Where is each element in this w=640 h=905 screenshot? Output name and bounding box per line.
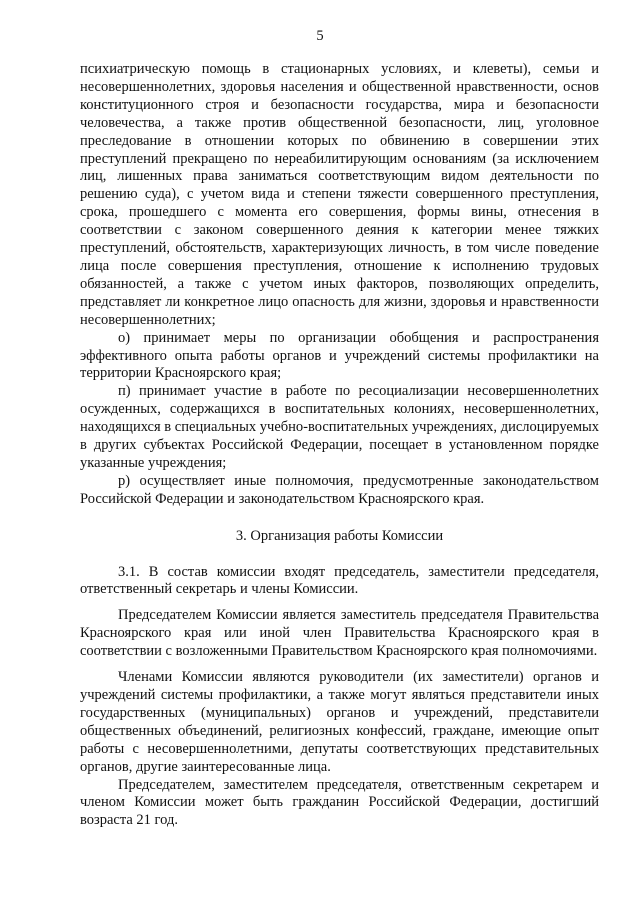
paragraph-eligibility: Председателем, заместителем председателя, ответственным секретарем и членом Комиссии может быть гражданин Российской Федерации, достигший возраста 21 год. [80, 776, 599, 829]
paragraph-item-p: п) принимает участие в работе по ресоциализации несовершеннолетних осужденных, содержащихся в воспитательных колониях, несовершеннолетних, находящихся в специальных учебно-воспитательных учреждениях, дислоцируемых в других субъектах Российской Федерации, посещает в установленном порядке указанные учреждения; [80, 383, 599, 471]
paragraph-3-1: 3.1. В состав комиссии входят председатель, заместители председателя, ответственный секретарь и члены Комиссии. [80, 563, 599, 598]
paragraph-members: Членами Комиссии являются руководители (их заместители) органов и учреждений системы профилактики, а также могут являться представители иных государственных (муниципальных) органов и учреждений, представители общественных объединений, религиозных конфессий, граждане, имеющие опыт работы с несовершеннолетними, депутаты соответствующих представительных органов, другие заинтересованные лица. [80, 669, 599, 775]
paragraph-chairman: Председателем Комиссии является заместитель председателя Правительства Красноярского края или иной член Правительства Красноярского края в соответствии с возложенными Правительством Красноярского края полномочиями. [80, 607, 599, 660]
section-heading: 3. Организация работы Комиссии [235, 527, 444, 544]
page-number: 5 [316, 28, 324, 44]
paragraph-gap [80, 599, 599, 607]
document-body [80, 61, 599, 830]
paragraph-continuation: психиатрическую помощь в стационарных условиях, и клеветы), семьи и несовершеннолетних, здоровья населения и общественной нравственности, основ конституционного строя и безопасности государства, мира и безопасности человечества, а также против общественной безопасности, лиц, уголовное преследование в отношении которых по обвинению в совершении этих преступлений прекращено по нереабилитирующим основаниям (за исключением лиц, лишенных права заниматься соответствующим видом деятельности по решению суда), с учетом вида и степени тяжести совершенного преступления, срока, прошедшего с момента его совершения, формы вины, отнесения в соответствии с законом совершенного деяния к категории менее тяжких преступлений, обстоятельств, характеризующих личность, в том числе поведение лица после совершения преступления, отношение к исполнению трудовых обязанностей, а также с учетом иных факторов, позволяющих определить, представляет ли конкретное лицо опасность для жизни, здоровья и нравственности несовершеннолетних; [80, 61, 599, 328]
paragraph-item-o: о) принимает меры по организации обобщения и распространения эффективного опыта работы органов и учреждений системы профилактики на территории Красноярского края; [80, 329, 599, 382]
paragraph-gap [80, 661, 599, 669]
paragraph-item-r: р) осуществляет иные полномочия, предусмотренные законодательством Российской Федерации и законодательством Красноярского края. [80, 472, 599, 507]
